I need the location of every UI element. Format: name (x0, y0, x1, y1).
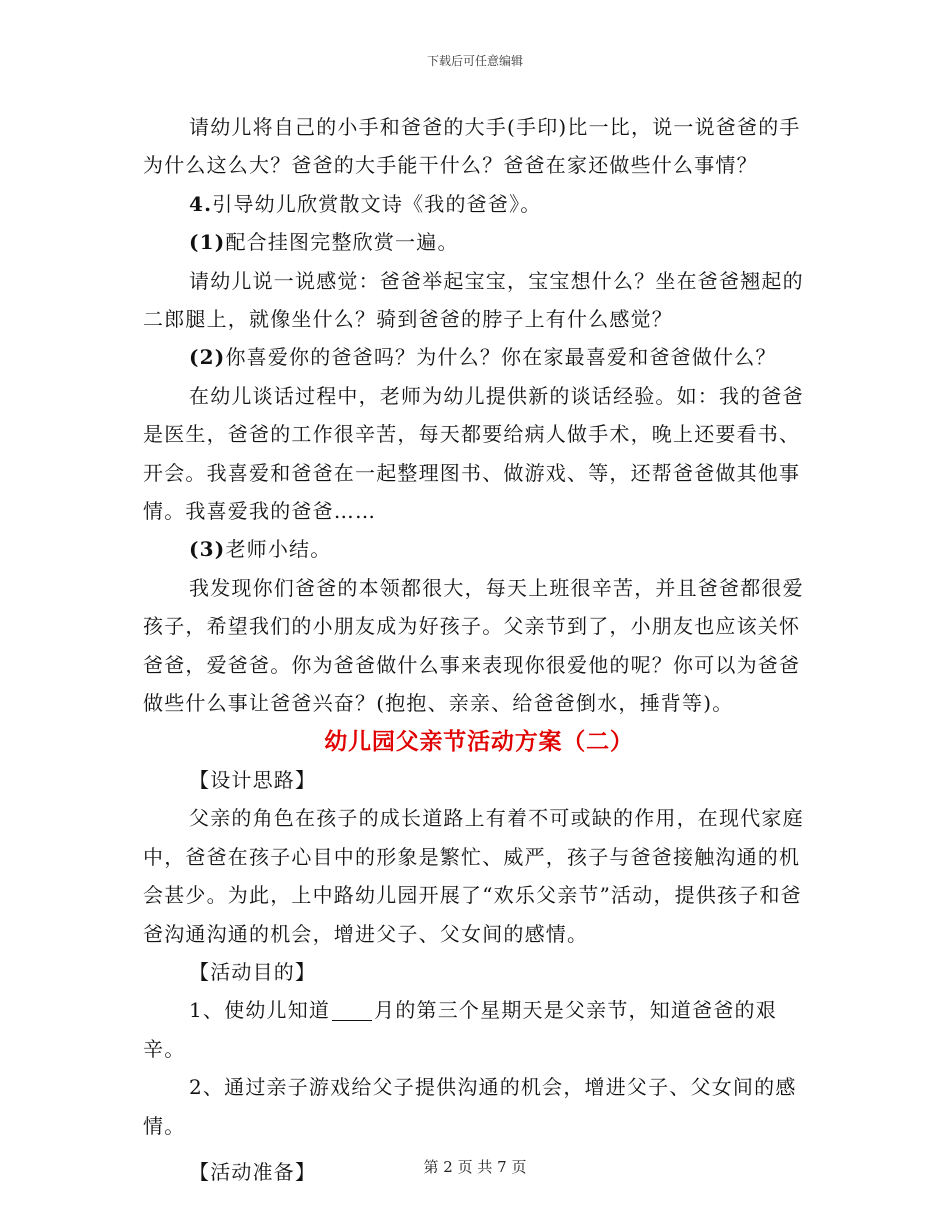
list-item (143, 991, 815, 1068)
list-text: 你喜爱你的爸爸吗？为什么？你在家最喜爱和爸爸做什么？ (225, 345, 777, 370)
subsection-title: 【活动准备】 (189, 1159, 317, 1184)
document-body (143, 108, 815, 1191)
list-text: 月的第三个星期天是父亲节，知道爸爸的艰辛。 (143, 998, 777, 1061)
spacer (143, 1145, 815, 1153)
list-text: 引导幼儿欣赏散文诗《我的爸爸》。 (212, 191, 542, 216)
page-footer: 第 2 页 共 7 页 (423, 1158, 527, 1176)
subsection-title: 【设计思路】 (189, 767, 317, 792)
list-text: 老师小结。 (225, 537, 332, 562)
paragraph: 我发现你们爸爸的本领都很大，每天上班很辛苦，并且爸爸都很爱孩子，希望我们的小朋友成为好孩子。父亲节到了，小朋友也应该关怀爸爸，爱爸爸。你为爸爸做什么事来表现你很爱他的呢？你可以为爸爸做些什么事让爸爸兴奋？(抱抱、亲亲、给爸爸倒水，捶背等)。 (143, 575, 804, 716)
paragraph: 在幼儿谈话过程中，老师为幼儿提供新的谈话经验。如：我的爸爸是医生，爸爸的工作很辛苦，每天都要给病人做手术，晚上还要看书、开会。我喜爱和爸爸在一起整理图书、做游戏、等，还帮爸爸做其他事情。我喜爱我的爸爸…… (143, 383, 804, 524)
section-heading: 幼儿园父亲节活动方案（二） (324, 727, 634, 755)
fill-blank (332, 1000, 372, 1021)
list-item (143, 185, 815, 223)
paragraph: 父亲的角色在孩子的成长道路上有着不可或缺的作用，在现代家庭中，爸爸在孩子心目中的形象是繁忙、威严，孩子与爸爸接触沟通的机会甚少。为此，上中路幼儿园开展了“欢乐父亲节”活动，提供孩子和爸爸沟通沟通的机会，增进父子、父女间的感情。 (143, 806, 804, 946)
page-header: 下载后可任意编辑 (426, 54, 523, 68)
paragraph: 请幼儿说一说感觉：爸爸举起宝宝，宝宝想什么？坐在爸爸翘起的二郎腿上，就像坐什么？骑到爸爸的脖子上有什么感觉？ (143, 268, 804, 332)
list-text: 配合挂图完整欣赏一遍。 (225, 230, 459, 255)
list-item (143, 223, 815, 261)
list-number: (3) (189, 537, 226, 562)
list-item: 2、通过亲子游戏给父子提供沟通的机会，增进父子、父女间的感情。 (143, 1075, 797, 1138)
list-number: 4. (189, 191, 213, 216)
list-number: (2) (189, 345, 226, 370)
paragraph: 请幼儿将自己的小手和爸爸的大手(手印)比一比，说一说爸爸的手为什么这么大？爸爸的大手能干什么？爸爸在家还做些什么事情？ (143, 115, 801, 178)
list-text: 1、使幼儿知道 (189, 998, 331, 1023)
subsection-title: 【活动目的】 (189, 959, 317, 984)
list-item (143, 530, 815, 568)
list-number: (1) (189, 230, 226, 255)
list-item (143, 338, 815, 376)
